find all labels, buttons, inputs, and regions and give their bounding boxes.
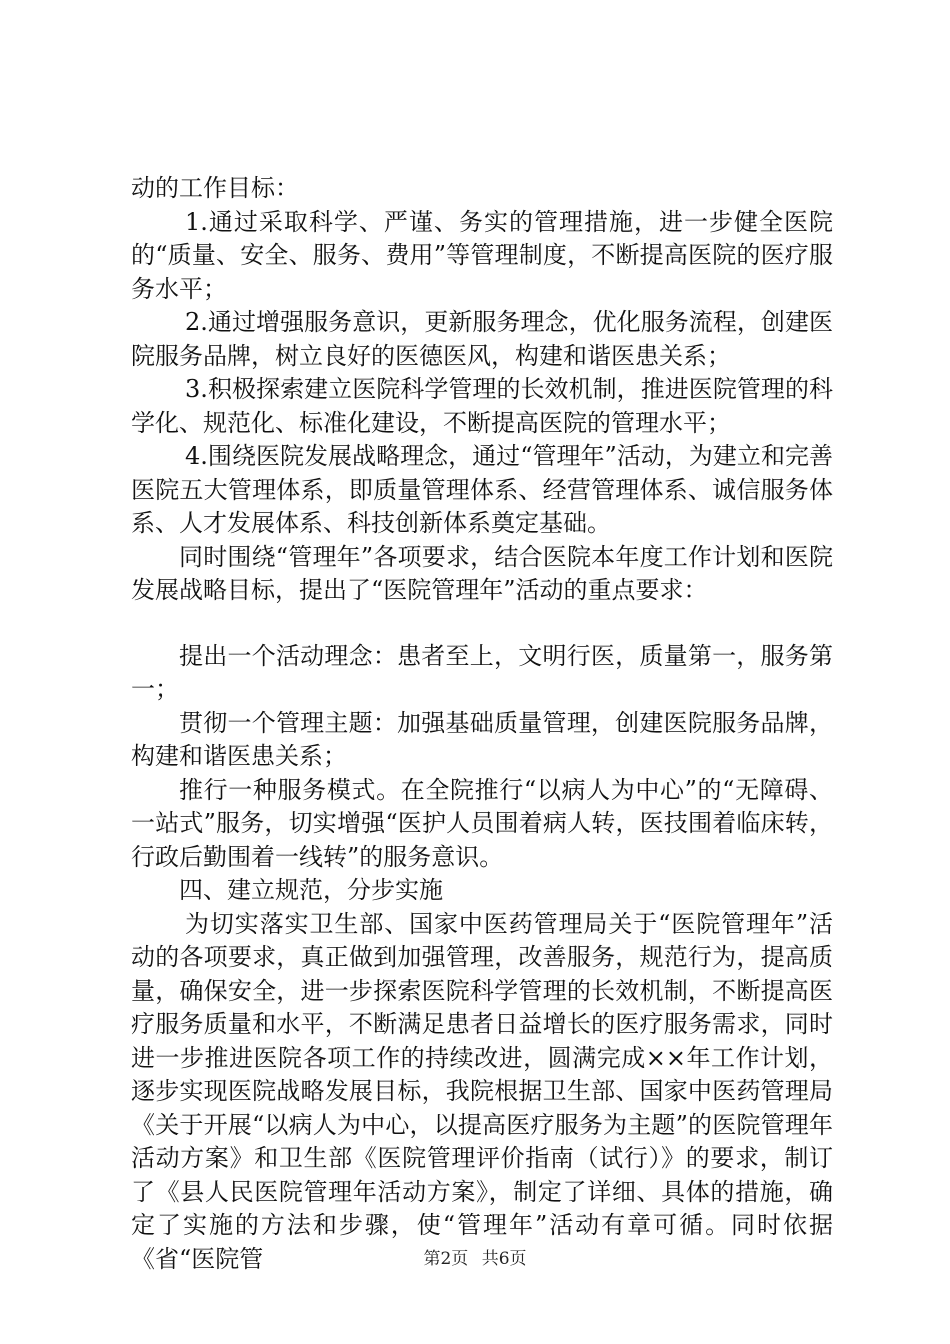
paragraph-gap <box>131 608 833 640</box>
paragraph-continuation: 动的工作目标： <box>131 174 299 202</box>
paragraph-implementation: 为切实落实卫生部、国家中医药管理局关于“医院管理年”活动的各项要求，真正做到加强管理，改善服务，规范行为，提高质量，确保安全，进一步探索医院科学管理的长效机制，不断提高医疗服务质量和水平，不断满足患者日益增长的医疗服务需求，同时进一步推进医院各项工作的持续改进，圆满完成××年工作计划，逐步实现医院战略发展目标，我院根据卫生部、国家中医药管理局《关于开展“以病人为中心，以提高医疗服务为主题”的医院管理年活动方案》和卫生部《医院管理评价指南（试行）》的要求，制订了《县人民医院管理年活动方案》，制定了详细、具体的措施，确定了实施的方法和步骤，使“管理年”活动有章可循。同时依据《省“医院管 <box>131 909 833 1273</box>
paragraph-service-model: 推行一种服务模式。在全院推行“以病人为中心”的“无障碍、一站式”服务，切实增强“医护人员围着病人转，医技围着临床转，行政后勤围着一线转”的服务意识。 <box>131 775 833 871</box>
document-body <box>131 172 833 1276</box>
page-footer <box>0 1244 950 1269</box>
page-total: 共6页 <box>481 1249 527 1269</box>
paragraph-goal-2: 2.通过增强服务意识，更新服务理念，优化服务流程，创建医院服务品牌，树立良好的医德医风，构建和谐医患关系； <box>131 308 833 370</box>
section-heading-four: 四、建立规范，分步实施 <box>179 876 443 904</box>
paragraph-management-theme: 贯彻一个管理主题：加强基础质量管理，创建医院服务品牌，构建和谐医患关系； <box>131 708 833 770</box>
paragraph-activity-concept: 提出一个活动理念：患者至上，文明行医，质量第一，服务第一； <box>131 641 833 703</box>
paragraph-goal-1: 1.通过采取科学、严谨、务实的管理措施，进一步健全医院的“质量、安全、服务、费用”等管理制度，不断提高医院的医疗服务水平； <box>131 207 833 303</box>
paragraph-goal-4: 4.围绕医院发展战略理念，通过“管理年”活动，为建立和完善医院五大管理体系，即质量管理体系、经营管理体系、诚信服务体系、人才发展体系、科技创新体系奠定基础。 <box>131 442 833 537</box>
paragraph-goal-3: 3.积极探索建立医院科学管理的长效机制，推进医院管理的科学化、规范化、标准化建设，不断提高医院的管理水平； <box>131 375 833 437</box>
paragraph-key-requirements: 同时围绕“管理年”各项要求，结合医院本年度工作计划和医院发展战略目标，提出了“医院管理年”活动的重点要求： <box>131 542 833 604</box>
page-number: 第2页 <box>423 1249 469 1269</box>
